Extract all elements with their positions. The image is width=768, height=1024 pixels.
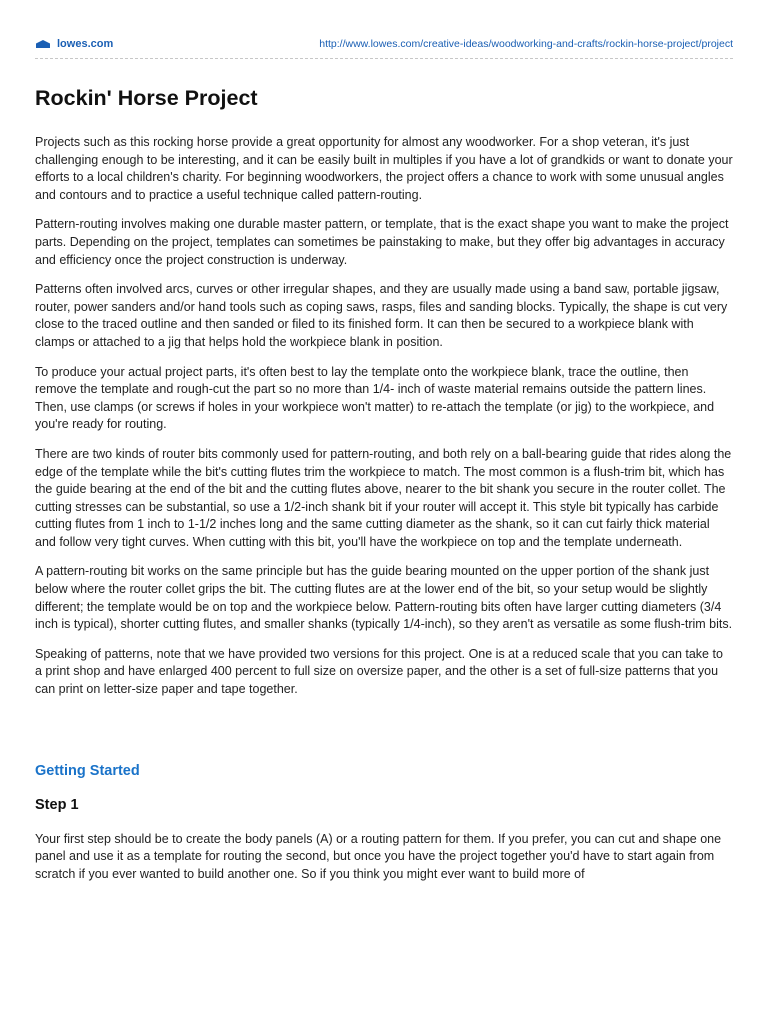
paragraph-produce-parts: To produce your actual project parts, it's often best to lay the template onto the workpiece blank, trace the outline, then remove the template and rough-cut the part so no more than 1/4- inch of waste material remains outside the pattern lines. Then, use clamps (or screws if holes in your workpiece won't matter) to re-attach the template (or jig) to the workpiece, and you're ready for routing. [35,364,715,432]
page-header [35,36,733,52]
paragraph-router-bits: There are two kinds of router bits commonly used for pattern-routing, and both rely on a ball-bearing guide that rides along the edge of the template while the bit's cutting flutes trim the workpiece to match. The most common is a flush-trim bit, which has the guide bearing at the end of the bit and the cutting flutes above, nearer to the bit shank you secure in the router collet. The cutting stresses can be substantial, so use a 1/2-inch shank bit if your router will accept it. This style bit typically has carbide cutting flutes from 1 inch to 1-1/2 inches long and the same cutting diameter as the shank, so it can cut fairly thick material and follow very tight curves. When cutting with this bit, you'll have the workpiece on top and the template underneath. [35,446,732,549]
paragraph-two-versions: Speaking of patterns, note that we have provided two versions for this project. One is at a reduced scale that you can take to a print shop and have enlarged 400 percent to full size on oversize paper, and the other is a set of full-size patterns that you can print on letter-size paper and tape together. [35,646,723,697]
paragraph-step-1: Your first step should be to create the body panels (A) or a routing pattern for them. If you prefer, you can cut and shape one panel and use it as a template for routing the second, but once you have the project together you'd have to start again from scratch if you ever wanted to build another one. So if you think you might ever want to build more of [35,831,722,881]
paragraph-pattern-routing: Pattern-routing involves making one durable master pattern, or template, that is the exact shape you want to make the project parts. Depending on the project, templates can sometimes be painstaking to make, but they offer big advantages in accuracy and efficiency once the project construction is underway. [35,217,729,267]
paragraph-patterns: Patterns often involved arcs, curves or other irregular shapes, and they are usually made using a band saw, portable jigsaw, router, power sanders and/or hand tools such as coping saws, rasps, files and sanding blocks. Typically, the shape is cut very close to the traced outline and then sanded or filed to its finished form. It can then be secured to a workpiece blank with clamps or attached to a jig that helps hold the workpiece blank in position. [35,282,728,349]
lowes-house-icon [35,40,51,48]
step-heading: Step 1 [35,796,79,813]
header-divider [35,58,733,59]
section-spacer [35,711,733,761]
page-title: Rockin' Horse Project [35,86,258,110]
site-link[interactable] [35,36,113,52]
paragraph-pattern-routing-bit: A pattern-routing bit works on the same principle but has the guide bearing mounted on the upper portion of the shank just below where the router collet grips the bit. The cutting flutes are at the lower end of the bit, so your setup would be slightly different; the template would be on top and the workpiece below. Pattern-routing bits often have larger cutting diameters (3/4 inch is typical), shorter cutting flutes, and smaller shanks (typically 1/4-inch), so they aren't as versatile as some flush-trim bits. [35,564,733,632]
site-name: lowes.com [57,38,114,50]
article-body [35,84,733,895]
section-heading-getting-started: Getting Started [35,762,140,779]
source-url-link[interactable]: http://www.lowes.com/creative-ideas/woodworking-and-crafts/rockin-horse-project/project [319,38,733,50]
paragraph-intro: Projects such as this rocking horse provide a great opportunity for almost any woodworker. For a shop veteran, it's just challenging enough to be interesting, and it can be easily built in multiples if you have a lot of grandkids or want to donate your efforts to a local children's charity. For beginning woodworkers, the project offers a chance to work with some unusual angles and contours and to practice a useful technique called pattern-routing. [35,135,733,202]
